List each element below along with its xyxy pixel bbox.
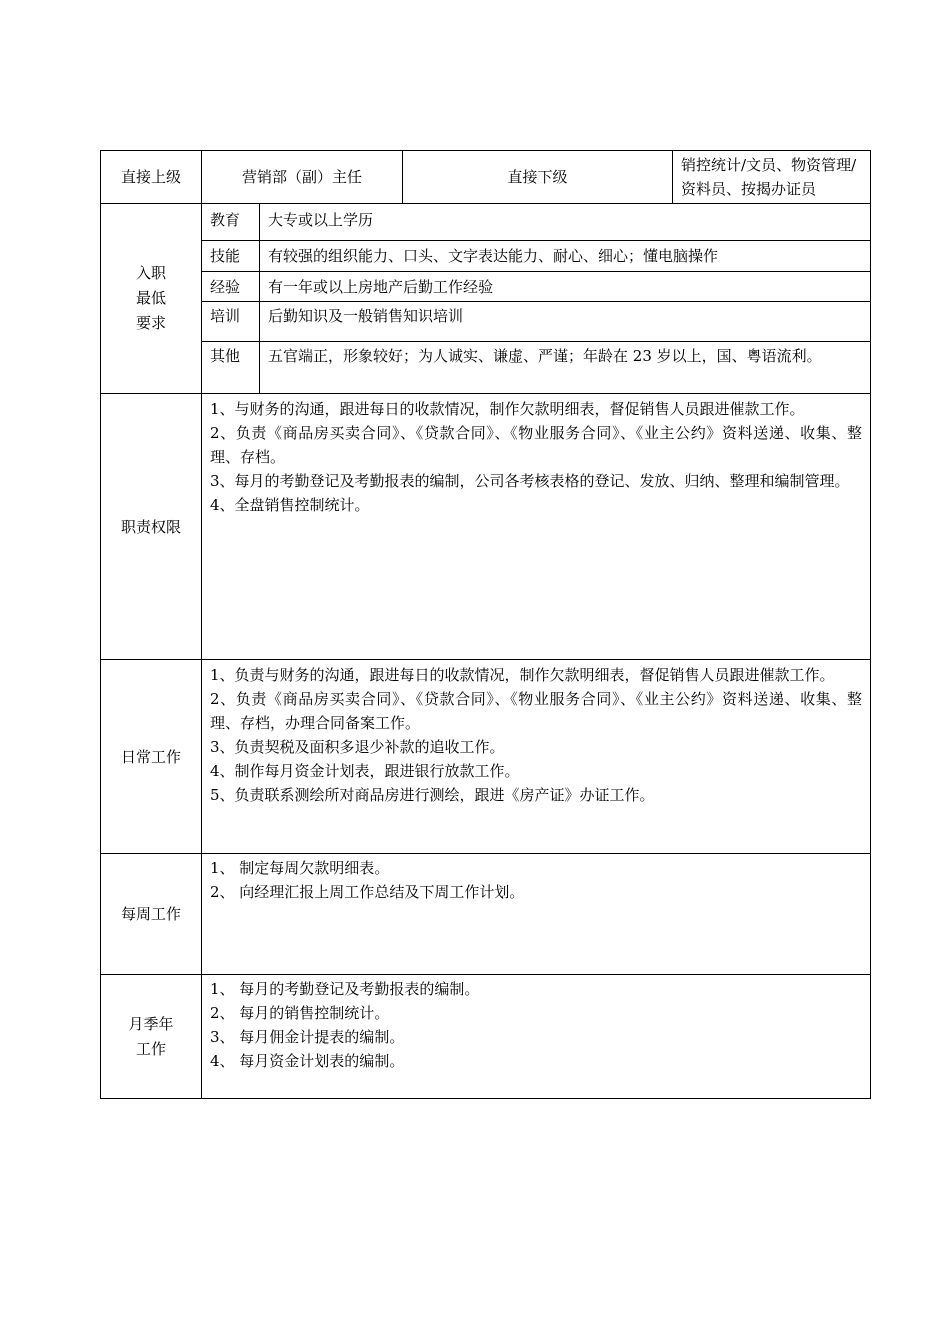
weekly-work-content [202,854,871,975]
header-row [101,151,871,204]
subordinate-value: 销控统计/文员、物资管理/资料员、按揭办证员 [673,151,871,204]
superior-value: 营销部（副）主任 [202,151,403,204]
periodic-item: 2、 每月的销售控制统计。 [210,1004,390,1022]
requirement-row-skills [101,241,871,272]
periodic-work-label: 月季年 工作 [101,975,202,1099]
weekly-work-label: 每周工作 [101,854,202,975]
periodic-item: 3、 每月佣金计提表的编制。 [210,1028,405,1046]
weekly-work-row [101,854,871,975]
job-description-table [100,150,871,1099]
requirements-label: 入职 最低 要求 [101,204,202,394]
requirement-row-other [101,342,871,394]
weekly-item: 1、 制定每周欠款明细表。 [210,859,390,877]
periodic-work-row [101,975,871,1099]
requirement-label-training: 培训 [202,302,260,342]
periodic-item: 1、 每月的考勤登记及考勤报表的编制。 [210,980,480,998]
requirement-label-experience: 经验 [202,272,260,302]
responsibility-item: 3、每月的考勤登记及考勤报表的编制，公司各考核表格的登记、发放、归纳、整理和编制管理。 [210,472,850,490]
daily-work-row [101,660,871,854]
responsibilities-label: 职责权限 [101,394,202,660]
daily-item: 4、制作每月资金计划表，跟进银行放款工作。 [210,762,520,780]
requirement-value-skills: 有较强的组织能力、口头、文字表达能力、耐心、细心；懂电脑操作 [260,241,871,272]
requirement-label-education: 教育 [202,204,260,241]
periodic-work-content [202,975,871,1099]
requirement-row-training [101,302,871,342]
responsibilities-content [202,394,871,660]
periodic-item: 4、 每月资金计划表的编制。 [210,1052,405,1070]
daily-item: 2、负责《商品房买卖合同》、《贷款合同》、《物业服务合同》、《业主公约》资料送递、收集、整理、存档，办理合同备案工作。 [210,690,863,732]
responsibility-item: 2、负责《商品房买卖合同》、《贷款合同》、《物业服务合同》、《业主公约》资料送递、收集、整理、存档。 [210,424,863,466]
responsibilities-row [101,394,871,660]
requirement-value-other: 五官端正，形象较好；为人诚实、谦虚、严谨；年龄在 23 岁以上，国、粤语流利。 [260,342,871,394]
daily-item: 5、负责联系测绘所对商品房进行测绘，跟进《房产证》办证工作。 [210,786,655,804]
requirement-row-experience [101,272,871,302]
requirement-value-education: 大专或以上学历 [260,204,871,241]
daily-item: 1、负责与财务的沟通，跟进每日的收款情况，制作欠款明细表，督促销售人员跟进催款工作。 [210,666,835,684]
responsibility-item: 1、与财务的沟通，跟进每日的收款情况，制作欠款明细表，督促销售人员跟进催款工作。 [210,400,805,418]
daily-work-content [202,660,871,854]
responsibility-item: 4、全盘销售控制统计。 [210,496,370,514]
requirement-label-skills: 技能 [202,241,260,272]
daily-work-label: 日常工作 [101,660,202,854]
requirement-label-other: 其他 [202,342,260,394]
requirement-row-education [101,204,871,241]
requirement-value-experience: 有一年或以上房地产后勤工作经验 [260,272,871,302]
weekly-item: 2、 向经理汇报上周工作总结及下周工作计划。 [210,883,525,901]
requirement-value-training: 后勤知识及一般销售知识培训 [260,302,871,342]
subordinate-label: 直接下级 [403,151,673,204]
daily-item: 3、负责契税及面积多退少补款的追收工作。 [210,738,505,756]
superior-label: 直接上级 [101,151,202,204]
